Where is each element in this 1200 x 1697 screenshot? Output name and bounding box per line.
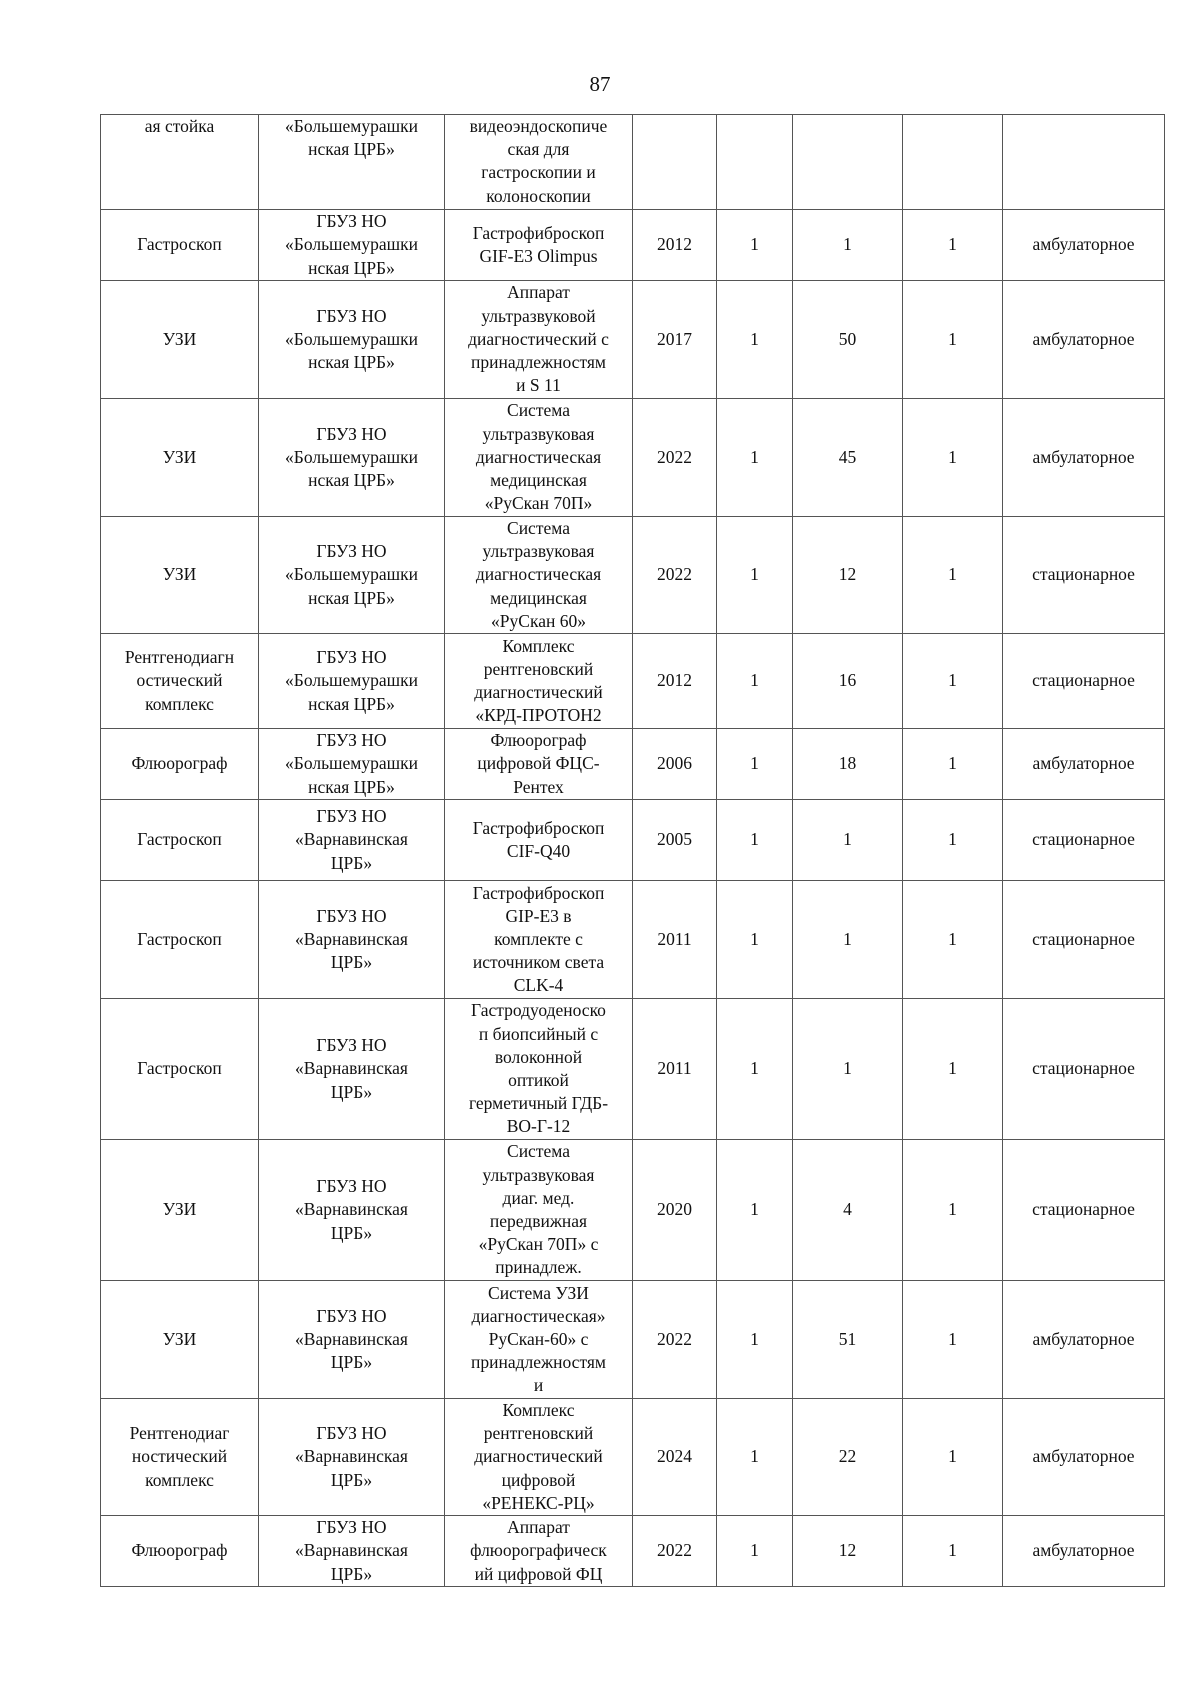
organization-cell: ГБУЗ НО «Варнавинская ЦРБ» — [259, 999, 445, 1140]
column-7-cell: 1 — [903, 1140, 1003, 1281]
organization-cell: ГБУЗ НО «Варнавинская ЦРБ» — [259, 800, 445, 881]
column-6-cell: 4 — [793, 1140, 903, 1281]
year-cell: 2006 — [633, 729, 717, 800]
column-7-cell — [903, 115, 1003, 210]
table-row — [101, 1140, 1165, 1281]
model-cell: Гастрофиброскоп GIP-E3 в комплекте с источником света CLK-4 — [445, 881, 633, 999]
quantity-cell: 1 — [717, 634, 793, 729]
model-cell: Гастрофиброскоп GIF-E3 Olimpus — [445, 210, 633, 281]
equipment-name-cell: УЗИ — [101, 281, 259, 399]
column-6-cell: 18 — [793, 729, 903, 800]
model-cell: Гастрофиброскоп CIF-Q40 — [445, 800, 633, 881]
usage-mode-cell: стационарное — [1003, 881, 1165, 999]
quantity-cell: 1 — [717, 1140, 793, 1281]
equipment-name-cell: Гастроскоп — [101, 881, 259, 999]
equipment-name-cell: Рентгенодиагн остический комплекс — [101, 634, 259, 729]
year-cell: 2005 — [633, 800, 717, 881]
table-row — [101, 881, 1165, 999]
equipment-name-cell: УЗИ — [101, 1140, 259, 1281]
quantity-cell: 1 — [717, 999, 793, 1140]
year-cell: 2022 — [633, 517, 717, 634]
usage-mode-cell: стационарное — [1003, 999, 1165, 1140]
usage-mode-cell: стационарное — [1003, 800, 1165, 881]
model-cell: Комплекс рентгеновский диагностический «КРД-ПРОТОН2 — [445, 634, 633, 729]
equipment-name-cell: УЗИ — [101, 399, 259, 517]
model-cell: Гастродуоденоско п биопсийный с волоконной оптикой герметичный ГДБ- ВО-Г-12 — [445, 999, 633, 1140]
quantity-cell: 1 — [717, 1281, 793, 1399]
column-7-cell: 1 — [903, 210, 1003, 281]
table-row — [101, 729, 1165, 800]
quantity-cell: 1 — [717, 517, 793, 634]
year-cell: 2012 — [633, 210, 717, 281]
year-cell: 2024 — [633, 1399, 717, 1516]
organization-cell: ГБУЗ НО «Большемурашки нская ЦРБ» — [259, 281, 445, 399]
model-cell: Комплекс рентгеновский диагностический цифровой «РЕНЕКС-РЦ» — [445, 1399, 633, 1516]
quantity-cell: 1 — [717, 1399, 793, 1516]
usage-mode-cell: стационарное — [1003, 1140, 1165, 1281]
usage-mode-cell: амбулаторное — [1003, 729, 1165, 800]
usage-mode-cell: стационарное — [1003, 634, 1165, 729]
column-7-cell: 1 — [903, 999, 1003, 1140]
column-6-cell: 1 — [793, 881, 903, 999]
page-number: 87 — [589, 72, 611, 96]
table-row — [101, 1281, 1165, 1399]
column-6-cell: 1 — [793, 999, 903, 1140]
quantity-cell: 1 — [717, 210, 793, 281]
year-cell — [633, 115, 717, 210]
quantity-cell: 1 — [717, 399, 793, 517]
model-cell: Система ультразвуковая диагностическая медицинская «РуСкан 60» — [445, 517, 633, 634]
table-row — [101, 800, 1165, 881]
year-cell: 2022 — [633, 1516, 717, 1587]
equipment-name-cell: Флюорограф — [101, 1516, 259, 1587]
model-cell: Аппарат ультразвуковой диагностический с принадлежностям и S 11 — [445, 281, 633, 399]
year-cell: 2022 — [633, 1281, 717, 1399]
organization-cell: ГБУЗ НО «Варнавинская ЦРБ» — [259, 1140, 445, 1281]
column-6-cell: 16 — [793, 634, 903, 729]
table-row — [101, 1516, 1165, 1587]
year-cell: 2011 — [633, 999, 717, 1140]
column-6-cell: 51 — [793, 1281, 903, 1399]
organization-cell: ГБУЗ НО «Большемурашки нская ЦРБ» — [259, 399, 445, 517]
column-6-cell: 50 — [793, 281, 903, 399]
equipment-table — [100, 114, 1165, 1587]
column-6-cell: 12 — [793, 1516, 903, 1587]
usage-mode-cell: амбулаторное — [1003, 1281, 1165, 1399]
year-cell: 2017 — [633, 281, 717, 399]
model-cell: Система ультразвуковая диаг. мед. передвижная «РуСкан 70П» с принадлеж. — [445, 1140, 633, 1281]
equipment-name-cell: Гастроскоп — [101, 999, 259, 1140]
column-6-cell: 1 — [793, 800, 903, 881]
equipment-name-cell: Гастроскоп — [101, 210, 259, 281]
table-row — [101, 999, 1165, 1140]
table-row — [101, 281, 1165, 399]
model-cell: Система ультразвуковая диагностическая медицинская «РуСкан 70П» — [445, 399, 633, 517]
usage-mode-cell — [1003, 115, 1165, 210]
quantity-cell: 1 — [717, 800, 793, 881]
model-cell: Флюорограф цифровой ФЦС- Рентех — [445, 729, 633, 800]
usage-mode-cell: амбулаторное — [1003, 281, 1165, 399]
column-7-cell: 1 — [903, 517, 1003, 634]
column-7-cell: 1 — [903, 1516, 1003, 1587]
year-cell: 2020 — [633, 1140, 717, 1281]
column-7-cell: 1 — [903, 399, 1003, 517]
equipment-name-cell: УЗИ — [101, 1281, 259, 1399]
year-cell: 2011 — [633, 881, 717, 999]
equipment-name-cell: УЗИ — [101, 517, 259, 634]
table-row — [101, 517, 1165, 634]
model-cell: видеоэндоскопиче ская для гастроскопии и колоноскопии — [445, 115, 633, 210]
usage-mode-cell: стационарное — [1003, 517, 1165, 634]
equipment-name-cell: Рентгенодиаг ностический комплекс — [101, 1399, 259, 1516]
usage-mode-cell: амбулаторное — [1003, 210, 1165, 281]
year-cell: 2022 — [633, 399, 717, 517]
organization-cell: ГБУЗ НО «Варнавинская ЦРБ» — [259, 1281, 445, 1399]
organization-cell: ГБУЗ НО «Большемурашки нская ЦРБ» — [259, 634, 445, 729]
column-6-cell — [793, 115, 903, 210]
column-7-cell: 1 — [903, 800, 1003, 881]
organization-cell: ГБУЗ НО «Варнавинская ЦРБ» — [259, 1399, 445, 1516]
organization-cell: ГБУЗ НО «Большемурашки нская ЦРБ» — [259, 729, 445, 800]
usage-mode-cell: амбулаторное — [1003, 1516, 1165, 1587]
quantity-cell: 1 — [717, 729, 793, 800]
model-cell: Система УЗИ диагностическая» РуСкан-60» с принадлежностям и — [445, 1281, 633, 1399]
column-7-cell: 1 — [903, 281, 1003, 399]
equipment-name-cell: ая стойка — [101, 115, 259, 210]
organization-cell: ГБУЗ НО «Большемурашки нская ЦРБ» — [259, 210, 445, 281]
column-6-cell: 22 — [793, 1399, 903, 1516]
table-row — [101, 399, 1165, 517]
quantity-cell — [717, 115, 793, 210]
table-row — [101, 115, 1165, 210]
quantity-cell: 1 — [717, 881, 793, 999]
quantity-cell: 1 — [717, 1516, 793, 1587]
table-row — [101, 634, 1165, 729]
column-7-cell: 1 — [903, 729, 1003, 800]
equipment-name-cell: Флюорограф — [101, 729, 259, 800]
organization-cell: ГБУЗ НО «Варнавинская ЦРБ» — [259, 881, 445, 999]
usage-mode-cell: амбулаторное — [1003, 1399, 1165, 1516]
equipment-name-cell: Гастроскоп — [101, 800, 259, 881]
column-6-cell: 45 — [793, 399, 903, 517]
year-cell: 2012 — [633, 634, 717, 729]
column-6-cell: 12 — [793, 517, 903, 634]
column-7-cell: 1 — [903, 634, 1003, 729]
table-row — [101, 210, 1165, 281]
model-cell: Аппарат флюорографическ ий цифровой ФЦ — [445, 1516, 633, 1587]
table-row — [101, 1399, 1165, 1516]
column-7-cell: 1 — [903, 1399, 1003, 1516]
organization-cell: ГБУЗ НО «Большемурашки нская ЦРБ» — [259, 517, 445, 634]
usage-mode-cell: амбулаторное — [1003, 399, 1165, 517]
column-7-cell: 1 — [903, 1281, 1003, 1399]
column-7-cell: 1 — [903, 881, 1003, 999]
organization-cell: ГБУЗ НО «Варнавинская ЦРБ» — [259, 1516, 445, 1587]
column-6-cell: 1 — [793, 210, 903, 281]
quantity-cell: 1 — [717, 281, 793, 399]
organization-cell: «Большемурашки нская ЦРБ» — [259, 115, 445, 210]
